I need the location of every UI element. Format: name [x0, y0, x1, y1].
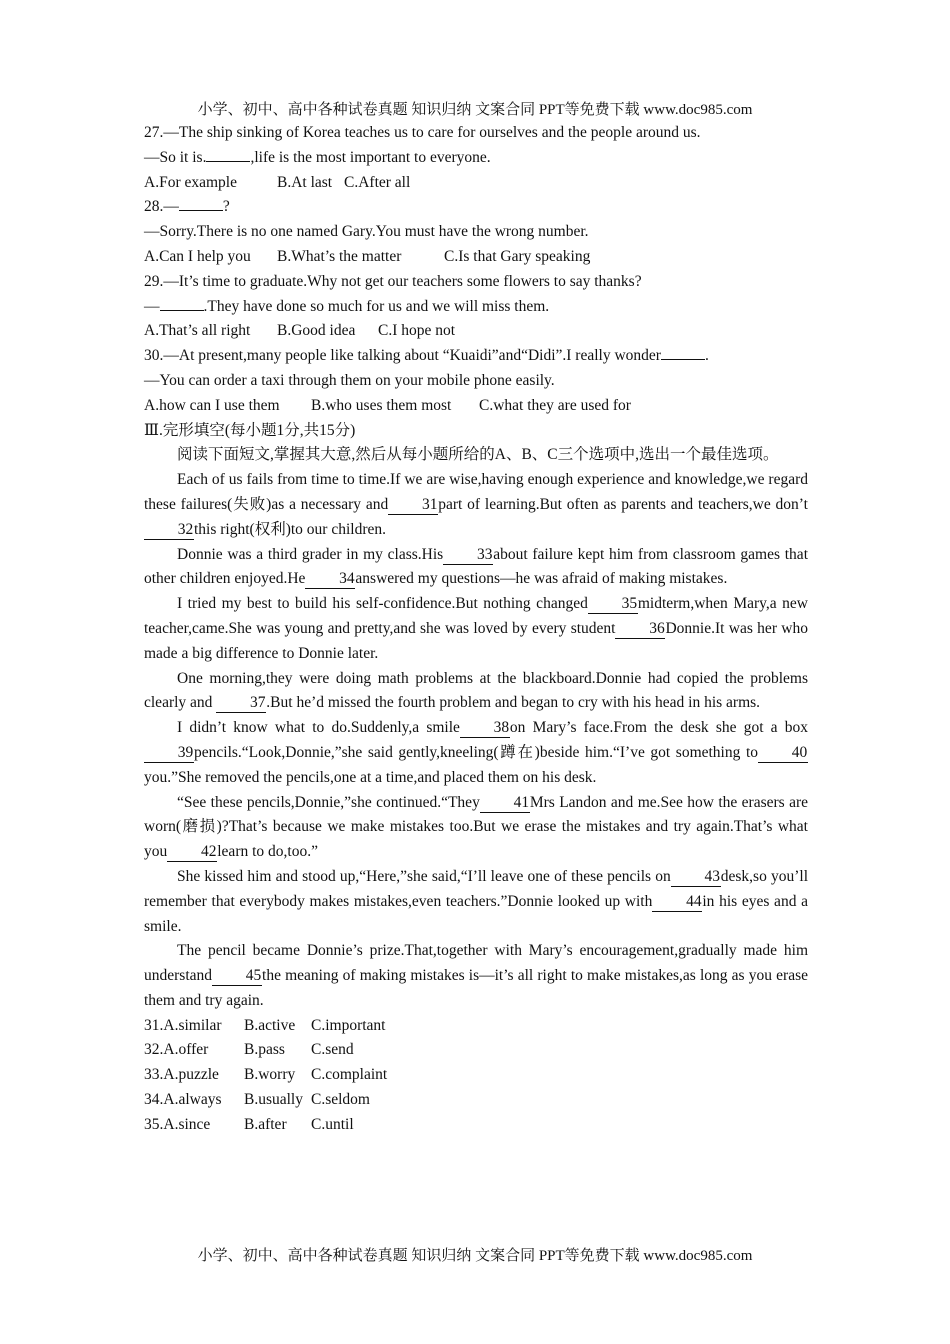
answer-blank [179, 210, 223, 211]
gap-31: 31 [388, 496, 438, 515]
gap-44: 44 [652, 893, 702, 912]
gap-36: 36 [615, 620, 665, 639]
gap-41: 41 [480, 794, 530, 813]
passage-paragraph: She kissed him and stood up,“Here,”she said,“I’ll leave one of these pencils on 43desk,so you’ll remember that everybody makes mistakes,even teachers.”Donnie looked up with 44in his eyes and a smile. [144, 867, 809, 935]
section-title: Ⅲ.完形填空(每小题1分,共15分) [144, 421, 356, 439]
passage-paragraph: “See these pencils,Donnie,”she continued.“They 41Mrs Landon and me.See how the erasers are worn(磨损)?That’s because we make mistakes too.But we erase the mistakes and try again.That’s what you 42learn to do,too.” [144, 793, 808, 861]
choice-row-34: 34.A.always B.usually C.seldom [144, 1091, 370, 1109]
gap-40: 40 [758, 744, 808, 763]
question-28: 28.— ? [144, 198, 230, 216]
answer-30: —You can order a taxi through them on your mobile phone easily. [144, 371, 555, 389]
passage-paragraph: I didn’t know what to do.Suddenly,a smile 38on Mary’s face.From the desk she got a box39pencils.“Look,Donnie,”she said gently,kneeling(蹲在)beside him.“I’ve got something to 40you.”She removed the pencils,one at a time,and placed them on his desk. [144, 719, 809, 786]
options-29: A.That’s all right B.Good idea C.I hope not [144, 322, 456, 340]
choice-row-35: 35.A.since B.after C.until [144, 1115, 354, 1133]
gap-43: 43 [671, 868, 721, 887]
gap-39: 39 [144, 744, 194, 763]
gap-34: 34 [305, 570, 355, 589]
answer-blank [661, 359, 705, 360]
answer-blank [206, 161, 250, 162]
choice-row-33: 33.A.puzzle B.worry C.complaint [144, 1066, 388, 1084]
gap-32: 32 [144, 521, 194, 540]
page-header: 小学、初中、高中各种试卷真题 知识归纳 文案合同 PPT等免费下载 www.doc985.com [197, 102, 753, 118]
passage-paragraph: Donnie was a third grader in my class.His 33about failure kept him from classroom games that other children enjoyed.He 34answered my questions—he was afraid of making mistakes. [144, 545, 808, 588]
answer-27: —So it is. ,life is the most important to everyone. [144, 148, 491, 166]
passage-paragraph: One morning,they were doing math problems at the blackboard.Donnie had copied the problems clearly and 37.But he’d missed the fourth problem and began to cry with his head in his arms. [144, 669, 808, 712]
gap-38: 38 [460, 719, 510, 738]
gap-45: 45 [212, 967, 262, 986]
exam-body [144, 121, 808, 1138]
question-30: 30.—At present,many people like talking about “Kuaidi”and“Didi”.I really wonder . [144, 347, 709, 365]
gap-35: 35 [588, 595, 638, 614]
answer-29: — .They have done so much for us and we will miss them. [144, 297, 550, 315]
options-28: A.Can I help you B.What’s the matter C.Is that Gary speaking [144, 247, 591, 265]
gap-33: 33 [443, 546, 493, 565]
gap-42: 42 [167, 843, 217, 862]
gap-37: 37 [216, 694, 266, 713]
answer-28: —Sorry.There is no one named Gary.You must have the wrong number. [144, 223, 589, 241]
choice-row-32: 32.A.offer B.pass C.send [144, 1041, 354, 1059]
passage-paragraph: Each of us fails from time to time.If we are wise,having enough experience and knowledge,we regard these failures(失败)as a necessary and 31part of learning.But often as parents and teachers,we don’t32this right(权利)to our children. [144, 471, 808, 538]
passage-paragraph: I tried my best to build his self-confidence.But nothing changed 35midterm,when Mary,a new teacher,came.She was young and pretty,and she was loved by every student 36Donnie.It was her who made a big difference to Donnie later. [144, 595, 808, 662]
options-30: A.how can I use them B.who uses them most C.what they are used for [144, 396, 631, 414]
question-27: 27.—The ship sinking of Korea teaches us to care for ourselves and the people around us. [144, 124, 701, 141]
choice-row-31: 31.A.similar B.active C.important [144, 1016, 386, 1034]
options-27: A.For example B.At last C.After all [144, 173, 411, 191]
instruction-text: 阅读下面短文,掌握其大意,然后从每小题所给的A、B、C三个选项中,选出一个最佳选项。 [177, 446, 779, 464]
answer-blank [160, 310, 204, 311]
question-29: 29.—It’s time to graduate.Why not get our teachers some flowers to say thanks? [144, 272, 642, 290]
passage-paragraph: The pencil became Donnie’s prize.That,together with Mary’s encouragement,gradually made him understand 45the meaning of making mistakes is—it’s all right to make mistakes,as long as you erase them and try again. [144, 942, 808, 1009]
page-footer: 小学、初中、高中各种试卷真题 知识归纳 文案合同 PPT等免费下载 www.doc985.com [197, 1248, 753, 1264]
